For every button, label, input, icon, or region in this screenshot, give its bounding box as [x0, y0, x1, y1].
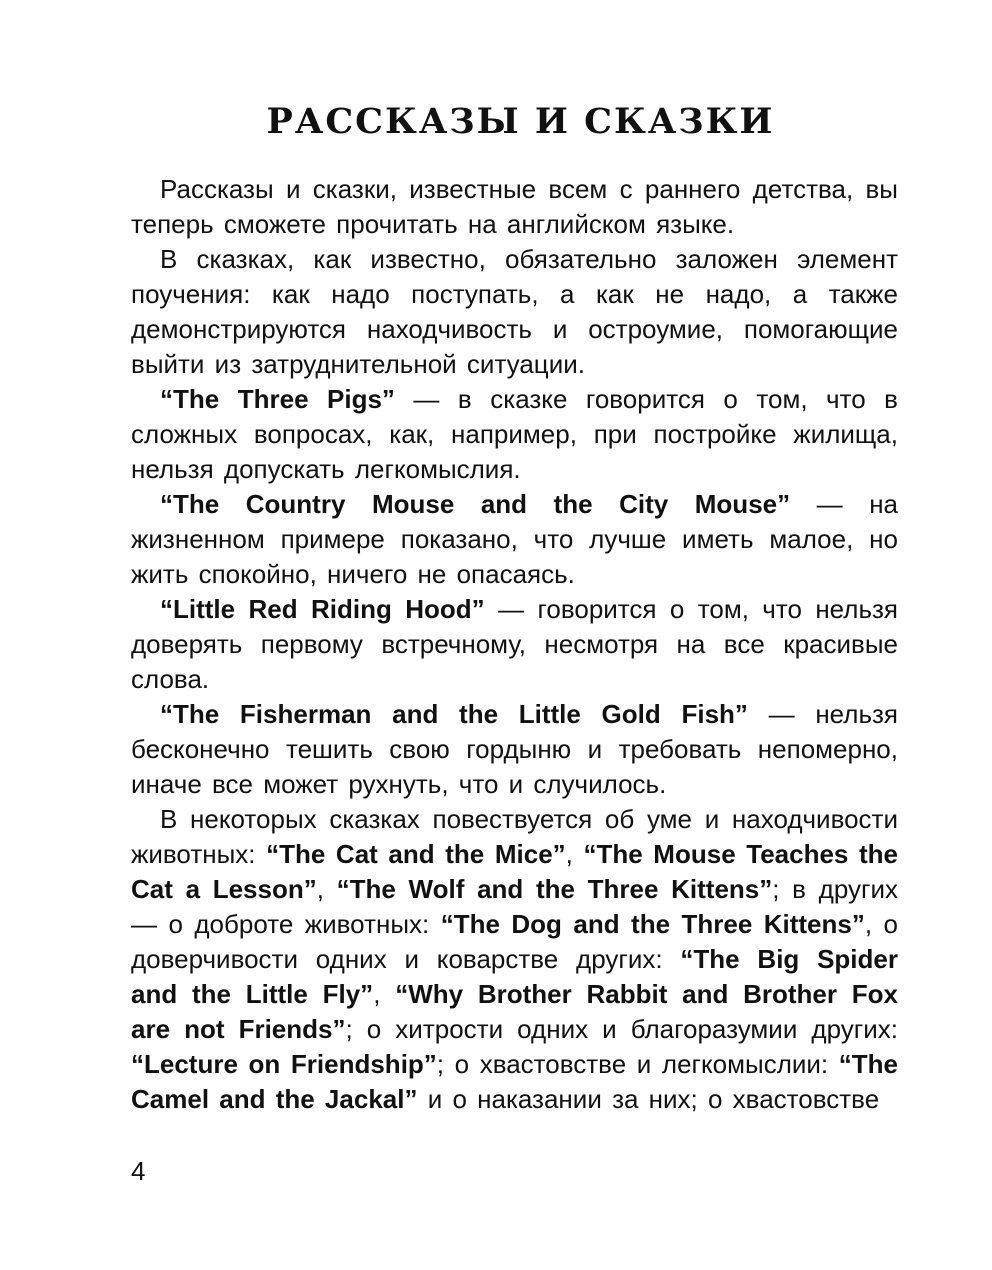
page-title: РАССКАЗЫ И СКАЗКИ [266, 101, 775, 142]
text-run: В некоторых сказках повествуется об уме и находчивости животных: [131, 804, 898, 869]
paragraph-intro: Рассказы и сказки, известные всем с раннего детства, вы теперь сможете прочитать на английском языке. [131, 174, 898, 239]
story-description: — говорится о том, что нельзя доверять первому встречному, несмотря на все красивые слова. [131, 594, 898, 694]
story-title: “The Country Mouse and the City Mouse” [160, 489, 791, 519]
story-title: “The Big Spider and the Little Fly” [131, 944, 898, 1009]
story-title: “The Camel and the Jackal” [131, 1049, 898, 1114]
story-title: “Little Red Riding Hood” [160, 594, 485, 624]
paragraph-red-riding-hood [131, 592, 898, 697]
story-title: “The Cat and the Mice” [266, 839, 566, 869]
story-title: “The Fisherman and the Little Gold Fish” [160, 699, 748, 729]
story-title: “The Dog and the Three Kittens” [440, 909, 865, 939]
paragraph-moral: В сказках, как известно, обязательно заложен элемент поучения: как надо поступать, а как не надо, а также демонстрируются находчивость и остроумие, помогающие выйти из затруднительной ситуации. [131, 244, 898, 379]
paragraph-three-pigs [131, 382, 898, 487]
text-run: , [316, 874, 337, 904]
story-description: — в сказке говорится о том, что в сложных вопросах, как, например, при постройке жилища, нельзя допускать легкомыслия. [131, 384, 898, 484]
story-title: “Why Brother Rabbit and Brother Fox are not Friends” [131, 979, 898, 1044]
story-title: “The Three Pigs” [160, 384, 395, 414]
page-number: 4 [131, 1156, 146, 1186]
story-description: — на жизненном примере показано, что лучше иметь малое, но жить спокойно, ничего не опасаясь. [131, 489, 899, 589]
story-description: — нельзя бесконечно тешить свою гордыню и требовать непомерно, иначе все может рухнуть, что и случилось. [131, 699, 898, 799]
text-run: ; в других — о доброте животных: [131, 874, 898, 939]
text-run: , о доверчивости одних и коварстве других: [131, 909, 898, 974]
story-title: “The Mouse Teaches the Cat a Lesson” [131, 839, 898, 904]
text-run: и о наказании за них; о хвастовстве [417, 1084, 880, 1114]
paragraph-country-mouse [131, 487, 898, 592]
paragraph-fisherman [131, 697, 898, 802]
text-run: ; о хвастовстве и легкомыслии: [436, 1049, 839, 1079]
story-title: “Lecture on Friendship” [131, 1049, 437, 1079]
text-run: , [373, 979, 396, 1009]
text-run: ; о хитрости одних и благоразумии других: [345, 1014, 898, 1044]
text-run: , [565, 839, 584, 869]
paragraph-animal-stories [131, 802, 898, 1117]
story-title: “The Wolf and the Three Kittens” [336, 874, 773, 904]
